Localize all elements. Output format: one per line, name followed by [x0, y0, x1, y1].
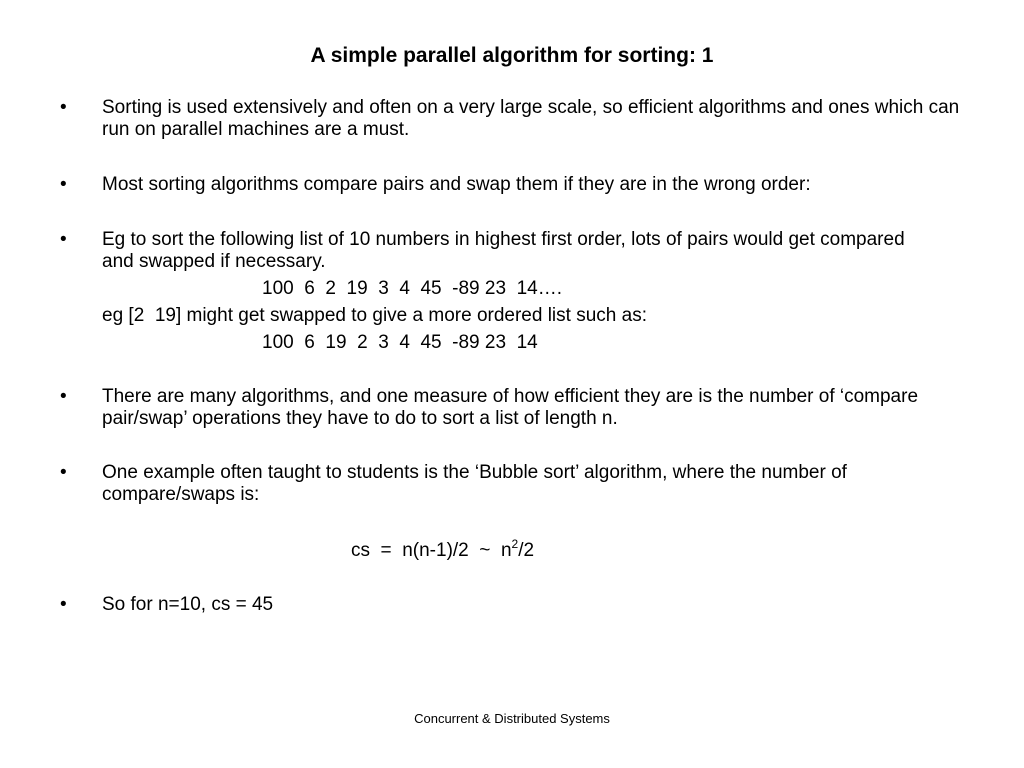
swap-note: eg [2 19] might get swapped to give a more ordered list such as: — [102, 305, 647, 326]
bullet-item — [60, 594, 960, 616]
bullet-marker: • — [60, 174, 67, 195]
formula-exponent: 2 — [511, 537, 519, 551]
bullet-text: Most sorting algorithms compare pairs and swap them if they are in the wrong order: — [102, 174, 811, 195]
example-list-before: 100 6 2 19 3 4 45 -89 23 14…. — [262, 278, 562, 299]
bullet-marker: • — [60, 386, 67, 407]
example-list-after: 100 6 19 2 3 4 45 -89 23 14 — [262, 332, 538, 353]
bullet-item — [60, 174, 960, 196]
bullet-item — [60, 386, 940, 430]
bullet-item — [60, 462, 900, 506]
slide-footer: Concurrent & Distributed Systems — [414, 711, 610, 726]
bullet-marker: • — [60, 229, 67, 250]
bullet-text: Sorting is used extensively and often on a very large scale, so efficient algorithms and ones which can run on parallel machines are a must. — [102, 97, 960, 140]
bullet-text: Eg to sort the following list of 10 numbers in highest first order, lots of pairs would get compared and swapped if necessary. — [102, 229, 905, 272]
bullet-marker: • — [60, 462, 67, 483]
bullet-marker: • — [60, 594, 67, 615]
bullet-marker: • — [60, 97, 67, 118]
bullet-item — [60, 97, 960, 141]
bullet-item — [60, 229, 940, 273]
formula-rhs: /2 — [518, 540, 535, 561]
bullet-text: So for n=10, cs = 45 — [102, 594, 274, 615]
bullet-text: There are many algorithms, and one measure of how efficient they are is the number of ‘compare pair/swap’ operations they have to do to sort a list of length n. — [102, 386, 919, 429]
slide-title: A simple parallel algorithm for sorting: 1 — [310, 44, 714, 67]
bullet-text: One example often taught to students is the ‘Bubble sort’ algorithm, where the number of compare/swaps is: — [102, 462, 847, 505]
formula-lhs: cs = n(n-1)/2 ~ n — [351, 540, 512, 561]
bubble-sort-formula — [351, 538, 534, 564]
